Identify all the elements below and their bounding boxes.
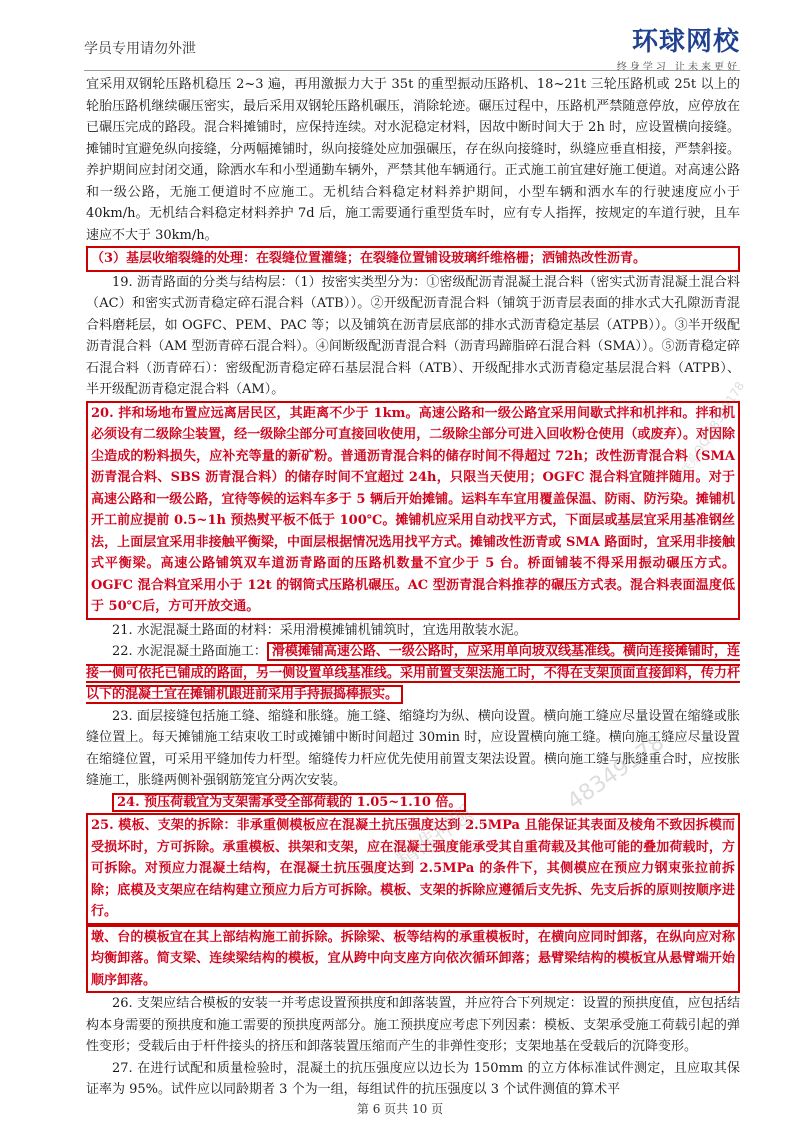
highlight-base-crack-treatment: （3）基层收缩裂缝的处理：在裂缝位置灌缝；在裂缝位置铺设玻璃纤维格栅；洒铺热改性沥青。 [86, 246, 740, 272]
brand-logo [617, 28, 740, 73]
paragraph-base-construction: 宜采用双钢轮压路机稳压 2~3 遍，再用激振力大于 35t 的重型振动压路机、18~21t 三轮压路机或 25t 以上的轮胎压路机继续碾压密实，最后采用双钢轮压路机碾压，消除轮迹。碾压过程中，压路机严禁随意停放，应停放在已碾压完成的路段。混合料摊铺时，应保持连续。对水泥稳定材料，因故中断时间大于 2h 时，应设置横向接缝。摊铺时宜避免纵向接缝，分两幅摊铺时，纵向接缝处应加强碾压，存在纵向接缝时，纵缝应垂直相接，严禁斜接。养护期间应封闭交通，除洒水车和小型通勤车辆外，严禁其他车辆通行。正式施工前宜建好施工便道。对高速公路和一级公路，无施工便道时不应施工。无机结合料稳定材料养护期间，小型车辆和洒水车的行驶速度应小于 40km/h。无机结合料稳定材料养护 7d 后，施工需要通行重型货车时，应有专人指挥，按规定的车道行驶，且车速应不大于 30km/h。 [86, 77, 740, 243]
page-header [84, 0, 740, 72]
watermark-number: 48349178 [562, 730, 670, 815]
paragraph-26-camber: 26. 支架应结合模板的安装一并考虑设置预拱度和卸落装置，并应符合下列规定：设置的预拱度值，应包括结构本身需要的预拱度和施工需要的预拱度两部分。施工预拱度应考虑下列因素：模板、支架承受施工荷载引起的弹性变形；受载后由于杆件接头的挤压和卸落装置压缩而产生的非弹性变形；支架地基在受载后的沉降变形。 [86, 996, 740, 1054]
logo-title: 环球网校 [631, 27, 740, 57]
watermark-brand: 精准押题 [391, 801, 479, 873]
highlight-24-preload: 24. 预压荷载宜为支架需承受全部荷载的 1.05~1.10 倍。 [112, 793, 466, 812]
paragraph-23-joints: 23. 面层接缝包括施工缝、缩缝和胀缝。施工缝、缩缝均为纵、横向设置。横向施工缝应尽量设置在缩缝或胀缝位置上。每天摊铺施工结束收工时或摊铺中断时间超过 30min 时，应设置横向施工缝。横向施工缝应尽量设置在缩缝位置，可采用平缝加传力杆型。缩缝传力杆应优先使用前置支架法设置。横向施工缝与胀缝重合时，应按胀缝施工，胀缝两侧补强钢筋笼宜分两次安装。 [86, 708, 740, 788]
confidential-label: 学员专用请勿外泄 [84, 41, 196, 57]
paragraph-19-asphalt-classification: 19. 沥青路面的分类与结构层：（1）按密实类型分为：①密级配沥青混凝土混合料（密实式沥青混凝土混合料（AC）和密实式沥青稳定碎石混合料（ATB））。②开级配沥青混合料（铺筑于沥青层表面的排水式大孔隙沥青混合料磨耗层，如 OGFC、PEM、PAC 等；以及铺筑在沥青层底部的排水式沥青稳定基层（ATPB））。③半开级配沥青混合料（AM 型沥青碎石混合料）。④间断级配沥青混合料（沥青玛蹄脂碎石混合料（SMA））。⑤沥青稳定碎石混合料（沥青碎石）：密级配沥青稳定碎石基层混合料（ATB）、开级配排水式沥青稳定基层混合料（ATPB）、半开级配沥青稳定混合料（AM）。 [86, 274, 740, 397]
paragraph-22-concrete-pavement [86, 641, 740, 706]
logo-slogan: 终身学习 让未来更好 [616, 62, 740, 73]
highlight-pier-formwork: 墩、台的模板宜在其上部结构施工前拆除。拆除梁、板等结构的承重模板时，在横向应同时卸落，在纵向应对称均衡卸落。简支梁、连续梁结构的模板，宜从跨中向支座方向依次循环卸落；悬臂梁结构的模板宜从悬臂端开始顺序卸落。 [86, 925, 740, 994]
watermark-contact: ——联系QQ 48349178 [665, 379, 748, 499]
header-divider [84, 70, 740, 71]
highlight-20-mixing-site: 20. 拌和场地布置应远离居民区，其距离不少于 1km。高速公路和一级公路宜采用间歇式拌和机拌和。拌和机必须设有二级除尘装置，经一级除尘部分可直接回收使用，二级除尘部分可进入回收粉仓使用（或废弃）。对因除尘造成的粉料损失，应补充等量的新矿粉。普通沥青混合料的储存时间不得超过 72h；改性沥青混合料（SMA 沥青混合料、SBS 沥青混合料）的储存时间不宜超过 24h，只限当天使用；OGFC 混合料宜随拌随用。对于高速公路和一级公路，宜待等候的运料车多于 5 辆后开始摊铺。运料车车宜用覆盖保温、防雨、防污染。摊铺机开工前应提前 0.5~1h 预热熨平板不低于 100℃。摊铺机应采用自动找平方式，下面层或基层宜采用基准钢丝法，上面层宜采用非接触平衡梁，中面层根据情况选用找平方式。摊铺改性沥青或 SMA 路面时，宜采用非接触式平衡梁。高速公路铺筑双车道沥青路面的压路机数量不宜少于 5 台。桥面铺装不得采用振动碾压方式。OGFC 混合料宜采用小于 12t 的钢筒式压路机碾压。AC 型沥青混合料推荐的碾压方式表。混合料表面温度低于 50℃后，方可开放交通。 [86, 401, 740, 620]
paragraph-22-prefix: 22. 水泥混凝土路面施工： [112, 644, 267, 659]
paragraph-27-strength-test: 27. 在进行试配和质量检验时，混凝土的抗压强度应以边长为 150mm 的立方体标准试件测定，且应取其保证率为 95%。试件应以同龄期者 3 个为一组，每组试件的抗压强度以 3 个试件测值的算术平 [86, 1060, 740, 1097]
page-number: 第 6 页共 10 页 [356, 1102, 444, 1116]
paragraph-21-cement-materials: 21. 水泥混凝土路面的材料：采用滑模摊铺机铺筑时，宜选用散装水泥。 [112, 622, 527, 638]
highlight-22-slipform: 滑模摊铺高速公路、一级公路时，应采用单向坡双线基准线。横向连接摊铺时，连接一侧可依托已铺成的路面，另一侧设置单线基准线。采用前置支架法施工时，不得在支架顶面直接卸料，传力杆以下的混凝土宜在摊铺机跟进前采用手持振捣棒振实。 [86, 644, 740, 702]
highlight-25-formwork-removal: 25. 模板、支架的拆除：非承重侧模板应在混凝土抗压强度达到 2.5MPa 且能保证其表面及棱角不致因拆模而受损坏时，方可拆除。承重模板、拱架和支架，应在混凝土强度能承受其自重荷载及其他可能的叠加荷载时，方可拆除。对预应力混凝土结构，在混凝土抗压强度达到 2.5MPa 的条件下，其侧模应在预应力钢束张拉前拆除；底模及支架应在结构建立预应力后方可拆除。模板、支架的拆除应遵循后支先拆、先支后拆的原则按顺序进行。 [86, 813, 740, 925]
document-body [86, 74, 740, 1101]
paragraph-24-preload [86, 792, 740, 814]
